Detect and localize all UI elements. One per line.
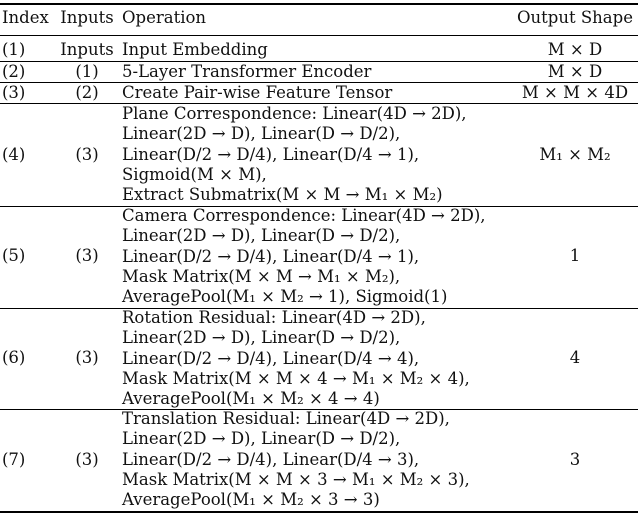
row-5-output: 1 bbox=[569, 246, 581, 265]
row-4-inputs: (3) bbox=[75, 145, 99, 164]
row-3-index: (3) bbox=[2, 83, 26, 102]
row-3-output: M × M × 4D bbox=[521, 83, 629, 102]
row-2-output: M × D bbox=[547, 62, 603, 81]
row-7-operation bbox=[122, 409, 470, 510]
row-5-op-line: Camera Correspondence: Linear(4D → 2D), bbox=[122, 206, 486, 225]
row-2-inputs: (1) bbox=[75, 62, 99, 81]
row-6-output: 4 bbox=[569, 348, 581, 367]
row-7-index: (7) bbox=[2, 450, 26, 469]
row-5-op-line: Linear(D/2 → D/4), Linear(D/4 → 1), bbox=[122, 246, 420, 266]
bottom-rule bbox=[0, 511, 638, 513]
header-inputs: Inputs bbox=[60, 8, 114, 27]
row-5-index: (5) bbox=[2, 246, 26, 265]
row-4-op-line: Sigmoid(M × M), bbox=[122, 164, 267, 184]
row-6-op-line: Mask Matrix(M × M × 4 → M₁ × M₂ × 4), bbox=[122, 368, 470, 388]
row-6-index: (6) bbox=[2, 348, 26, 367]
row-7-output: 3 bbox=[569, 450, 581, 469]
row-7-op-line: AveragePool(M₁ × M₂ × 3 → 3) bbox=[122, 490, 380, 510]
top-rule bbox=[0, 3, 638, 5]
header-index: Index bbox=[2, 8, 49, 27]
row-6-op-line: Rotation Residual: Linear(4D → 2D), bbox=[122, 308, 426, 327]
row-4-index: (4) bbox=[2, 145, 26, 164]
row-6-inputs: (3) bbox=[75, 348, 99, 367]
row-6-op-line: Linear(2D → D), Linear(D → D/2), bbox=[122, 328, 401, 348]
header-output-shape: Output Shape bbox=[517, 8, 633, 27]
row-4-op-line: Extract Submatrix(M × M → M₁ × M₂) bbox=[122, 185, 443, 205]
header-operation: Operation bbox=[122, 8, 207, 27]
row-6-op-line: AveragePool(M₁ × M₂ × 4 → 4) bbox=[122, 389, 380, 409]
row-4-output: M₁ × M₂ bbox=[539, 145, 611, 164]
row-7-op-line: Mask Matrix(M × M × 3 → M₁ × M₂ × 3), bbox=[122, 469, 470, 489]
row-6-op-line: Linear(D/2 → D/4), Linear(D/4 → 4), bbox=[122, 348, 420, 368]
row-5-inputs: (3) bbox=[75, 246, 99, 265]
row-7-op-line: Linear(D/2 → D/4), Linear(D/4 → 3), bbox=[122, 449, 420, 469]
row-3-operation: Create Pair-wise Feature Tensor bbox=[122, 83, 393, 102]
row-5-op-line: Mask Matrix(M × M → M₁ × M₂), bbox=[122, 266, 401, 286]
row-2-operation: 5-Layer Transformer Encoder bbox=[122, 62, 372, 81]
row-5-op-line: AveragePool(M₁ × M₂ → 1), Sigmoid(1) bbox=[122, 287, 448, 307]
row-1-output: M × D bbox=[547, 40, 603, 59]
row-1-operation: Input Embedding bbox=[122, 40, 268, 59]
row-5-operation bbox=[122, 206, 486, 307]
row-7-inputs: (3) bbox=[75, 450, 99, 469]
row-4-op-line: Linear(D/2 → D/4), Linear(D/4 → 1), bbox=[122, 144, 420, 164]
row-3-inputs: (2) bbox=[75, 83, 99, 102]
row-4-operation bbox=[122, 104, 467, 205]
row-6-operation bbox=[122, 308, 470, 409]
header-rule bbox=[0, 35, 638, 36]
row-5-op-line: Linear(2D → D), Linear(D → D/2), bbox=[122, 226, 401, 246]
row-7-op-line: Translation Residual: Linear(4D → 2D), bbox=[122, 409, 450, 428]
row-1-index: (1) bbox=[2, 40, 26, 59]
row-1-inputs: Inputs bbox=[60, 40, 114, 59]
row-2-index: (2) bbox=[2, 62, 26, 81]
row-7-op-line: Linear(2D → D), Linear(D → D/2), bbox=[122, 429, 401, 449]
row-4-op-line: Linear(2D → D), Linear(D → D/2), bbox=[122, 124, 401, 144]
row-4-op-line: Plane Correspondence: Linear(4D → 2D), bbox=[122, 104, 467, 123]
